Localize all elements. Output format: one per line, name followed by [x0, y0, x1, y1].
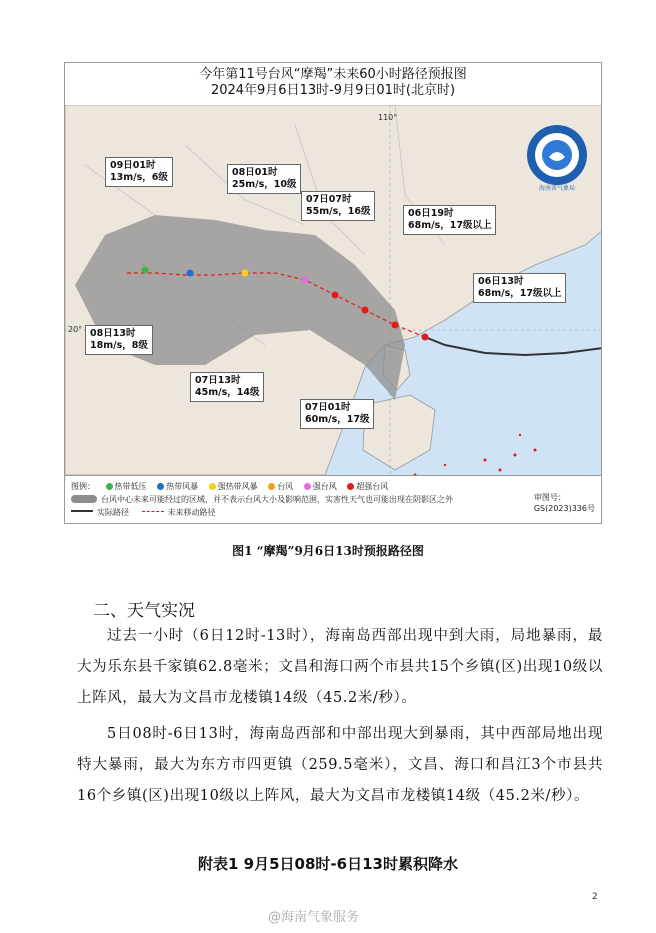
label-time: 08日13时	[90, 328, 136, 339]
label-time: 07日07时	[306, 194, 352, 205]
label-time: 09日01时	[110, 160, 156, 171]
label-info: 25m/s，10级	[232, 179, 297, 190]
label-07-07	[301, 191, 375, 221]
page-number: 2	[592, 892, 598, 902]
section-title: 二、天气实况	[93, 601, 195, 621]
dot-icon	[209, 483, 216, 490]
label-08-01	[227, 164, 301, 194]
label-info: 55m/s，16级	[306, 206, 371, 217]
label-07-13	[190, 372, 264, 402]
track-point-07-07	[332, 292, 339, 299]
map-title	[65, 63, 601, 105]
label-info: 13m/s，6级	[110, 172, 168, 183]
legend-item: 强台风	[312, 482, 337, 491]
legend-item: 热带风暴	[166, 482, 199, 491]
typhoon-track-map	[64, 62, 602, 524]
map-title-line2: 2024年9月6日13时-9月9日01时(北京时)	[210, 83, 456, 98]
dot-icon	[304, 483, 311, 490]
legend-prefix: 图例：	[71, 482, 95, 491]
track-point-08-13	[187, 270, 194, 277]
label-08-13	[85, 325, 153, 355]
label-info: 68m/s，17级以上	[408, 220, 492, 231]
logo-text: 海南省气象局	[538, 185, 575, 192]
track-point-07-01	[362, 307, 369, 314]
label-time: 08日01时	[232, 167, 278, 178]
label-info: 60m/s，17级	[305, 414, 370, 425]
legend-categories	[71, 481, 388, 492]
cone-swatch-icon	[71, 495, 97, 503]
label-09-01	[105, 157, 173, 187]
label-06-13	[473, 273, 566, 303]
label-time: 06日19时	[408, 208, 454, 219]
coord-20: 20°	[68, 325, 83, 334]
track-point-08-01	[242, 270, 249, 277]
label-info: 18m/s，8级	[90, 340, 148, 351]
legend-item: 超强台风	[356, 482, 389, 491]
approval-line2: GS(2023)336号	[533, 504, 595, 513]
legend-cone-text: 台风中心未来可能经过的区域，并不表示台风大小及影响范围，实害性天气也可能出现在阴影区之外	[101, 495, 453, 504]
actual-path-swatch-icon	[71, 510, 93, 512]
forecast-path-swatch-icon	[142, 511, 164, 512]
approval-line1: 审图号：	[533, 493, 566, 502]
track-point-09-01	[142, 267, 149, 274]
approval-number	[534, 492, 595, 514]
dot-icon	[106, 483, 113, 490]
legend-item: 台风	[277, 482, 294, 491]
table-title: 附表1 9月5日08时-6日13时累积降水	[198, 855, 458, 873]
figure-caption: 图1 “摩羯”9月6日13时预报路径图	[232, 544, 424, 558]
label-time: 06日13时	[478, 276, 524, 287]
legend-forecast-path: 未来移动路径	[167, 508, 216, 517]
track-point-06-19	[392, 322, 399, 329]
legend-actual-path: 实际路径	[97, 508, 129, 517]
paragraph-1: 过去一小时（6日12时-13时），海南岛西部出现中到大雨，局地暴雨，最大为乐东县千家镇62.8毫米；文昌和海口两个市县共15个乡镇(区)出现10级以上阵风，最大为文昌市龙楼镇14级（45.2米/秒）。	[77, 628, 603, 706]
map-legend	[65, 475, 601, 524]
label-info: 68m/s，17级以上	[478, 288, 562, 299]
paragraph-2: 5日08时-6日13时，海南岛西部和中部出现大到暴雨，其中西部局地出现特大暴雨，最大为东方市四更镇（259.5毫米），文昌、海口和昌江3个市县共16个乡镇(区)出现10级以上阵风，最大为文昌市龙楼镇14级（45.2米/秒）。	[77, 726, 603, 804]
dot-icon	[157, 483, 164, 490]
label-time: 07日13时	[195, 375, 241, 386]
legend-item: 强热带风暴	[217, 482, 258, 491]
map-title-line1: 今年第11号台风“摩羯”未来60小时路径预报图	[199, 67, 467, 82]
dot-icon	[347, 483, 354, 490]
dot-icon	[268, 483, 275, 490]
legend-paths	[71, 507, 216, 518]
watermark: @海南气象服务	[268, 910, 360, 925]
track-point-07-13	[302, 277, 309, 284]
coord-110: 110°	[378, 113, 398, 122]
track-point-06-13	[422, 334, 429, 341]
label-info: 45m/s，14级	[195, 387, 260, 398]
legend-cone	[71, 494, 453, 505]
label-time: 07日01时	[305, 402, 351, 413]
legend-item: 热带低压	[114, 482, 147, 491]
logo-icon	[527, 125, 587, 185]
label-07-01	[300, 399, 374, 429]
label-06-19	[403, 205, 496, 235]
